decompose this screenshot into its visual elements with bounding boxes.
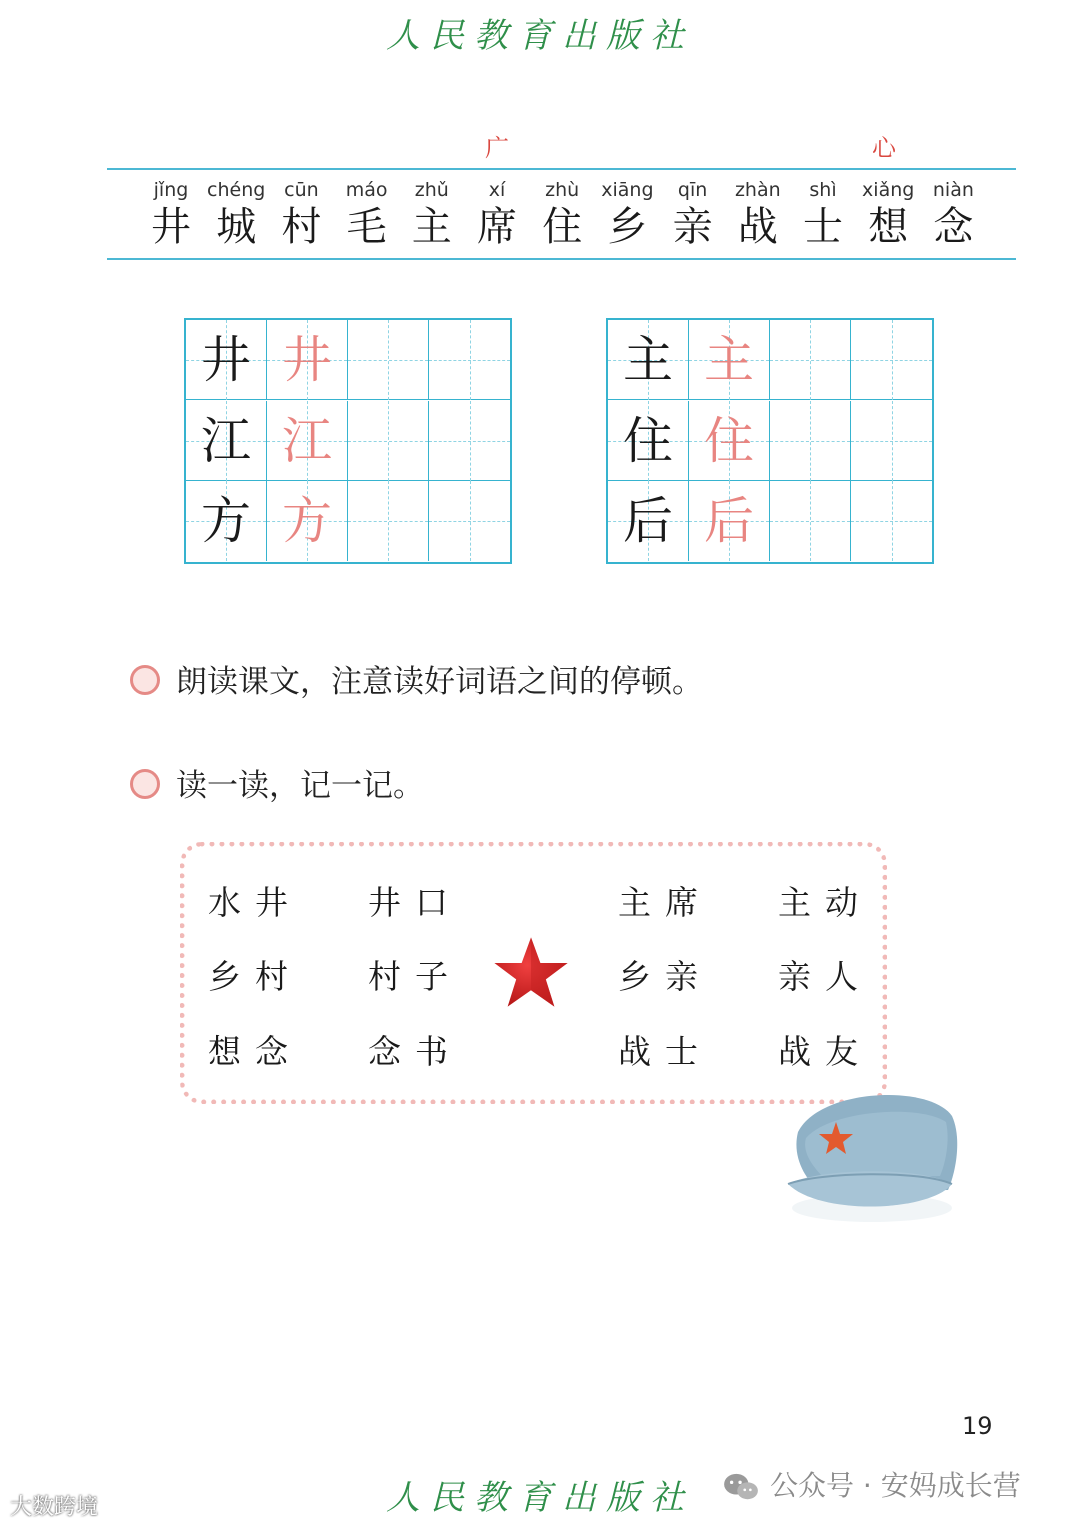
vocab-item bbox=[790, 176, 856, 250]
vocab-item bbox=[594, 176, 660, 250]
word: 井口 bbox=[368, 883, 462, 922]
grid-cell bbox=[851, 320, 932, 400]
pinyin: shì bbox=[809, 179, 837, 201]
writing-grid-right bbox=[606, 318, 934, 564]
word: 战士 bbox=[618, 1032, 712, 1071]
vocab-item bbox=[855, 176, 921, 250]
grid-cell bbox=[186, 320, 267, 400]
bottom-rule bbox=[107, 258, 1016, 260]
writing-grid-left bbox=[184, 318, 512, 564]
watermark-right bbox=[722, 1464, 1021, 1504]
page-number: 19 bbox=[962, 1412, 993, 1440]
vocab-item bbox=[725, 176, 791, 250]
pinyin: zhǔ bbox=[414, 179, 449, 201]
grid-cell bbox=[770, 320, 851, 400]
grid-row bbox=[186, 320, 510, 400]
word: 亲人 bbox=[778, 957, 872, 996]
grid-row bbox=[186, 481, 510, 561]
grid-row bbox=[608, 320, 932, 400]
grid-cell bbox=[429, 401, 510, 481]
vocab-item bbox=[203, 176, 269, 250]
vocab-item bbox=[920, 176, 986, 250]
hanzi: 士 bbox=[803, 204, 843, 250]
trace-char: 后 bbox=[704, 492, 754, 551]
trace-char: 江 bbox=[282, 411, 332, 470]
word: 乡亲 bbox=[618, 957, 712, 996]
pinyin: xiǎng bbox=[862, 179, 915, 201]
pinyin: máo bbox=[345, 179, 388, 201]
pinyin: jǐng bbox=[153, 179, 189, 201]
seal-icon bbox=[130, 665, 160, 695]
radical-hints bbox=[0, 128, 1080, 164]
pinyin: zhàn bbox=[734, 179, 781, 201]
army-cap-icon bbox=[780, 1080, 965, 1230]
grid-cell bbox=[429, 320, 510, 400]
instruction-read-aloud bbox=[130, 656, 703, 701]
grid-cell bbox=[689, 320, 770, 400]
grid-cell bbox=[608, 320, 689, 400]
model-char: 主 bbox=[623, 331, 673, 389]
hanzi: 席 bbox=[477, 204, 517, 250]
grid-cell bbox=[770, 481, 851, 561]
publisher-footer: 人民教育出版社 bbox=[386, 1478, 694, 1518]
vocab-item bbox=[138, 176, 204, 250]
grid-cell bbox=[608, 481, 689, 561]
hanzi: 住 bbox=[542, 204, 583, 250]
hanzi: 主 bbox=[411, 204, 452, 250]
vocab-item bbox=[399, 176, 465, 250]
grid-cell bbox=[267, 481, 348, 561]
word: 主席 bbox=[618, 883, 712, 922]
hanzi: 乡 bbox=[607, 204, 648, 250]
publisher-header: 人民教育出版社 bbox=[386, 16, 694, 56]
model-char: 住 bbox=[623, 411, 673, 470]
vocab-item bbox=[660, 176, 726, 250]
instruction-read-remember bbox=[130, 760, 424, 805]
grid-cell bbox=[851, 481, 932, 561]
trace-char: 住 bbox=[704, 411, 754, 470]
word: 想念 bbox=[208, 1032, 302, 1071]
trace-char: 方 bbox=[282, 492, 332, 551]
hanzi: 村 bbox=[281, 204, 322, 250]
pinyin: qīn bbox=[677, 179, 708, 201]
vocabulary-row bbox=[138, 176, 988, 256]
pinyin: xí bbox=[488, 179, 506, 201]
grid-cell bbox=[348, 401, 429, 481]
hanzi: 毛 bbox=[346, 204, 387, 250]
word: 乡村 bbox=[208, 957, 302, 996]
pinyin: zhù bbox=[545, 179, 580, 201]
top-rule bbox=[107, 168, 1016, 170]
hanzi: 亲 bbox=[672, 204, 713, 250]
pinyin: xiāng bbox=[601, 179, 654, 201]
wechat-icon bbox=[722, 1472, 760, 1502]
hanzi: 城 bbox=[216, 204, 257, 250]
pinyin: cūn bbox=[284, 179, 319, 201]
red-star-icon bbox=[492, 935, 570, 1009]
vocab-item bbox=[268, 176, 334, 250]
hanzi: 战 bbox=[737, 204, 778, 250]
hanzi: 念 bbox=[933, 204, 974, 250]
grid-cell bbox=[608, 401, 689, 481]
pinyin: niàn bbox=[932, 179, 974, 201]
word: 战友 bbox=[778, 1032, 872, 1071]
instruction-text: 读一读，记一记。 bbox=[176, 768, 424, 804]
grid-row bbox=[608, 401, 932, 481]
model-char: 井 bbox=[201, 331, 251, 389]
hanzi: 想 bbox=[868, 204, 909, 250]
hanzi: 井 bbox=[151, 204, 191, 250]
grid-cell bbox=[851, 401, 932, 481]
grid-cell bbox=[186, 481, 267, 561]
trace-char: 主 bbox=[704, 331, 754, 389]
word: 村子 bbox=[368, 957, 462, 996]
grid-cell bbox=[770, 401, 851, 481]
grid-row bbox=[608, 481, 932, 561]
model-char: 江 bbox=[201, 411, 251, 470]
grid-cell bbox=[186, 401, 267, 481]
grid-cell bbox=[348, 481, 429, 561]
model-char: 方 bbox=[201, 492, 251, 551]
pinyin: chéng bbox=[207, 179, 266, 201]
vocab-item bbox=[464, 176, 530, 250]
radical-hint: 广 bbox=[485, 134, 509, 162]
grid-cell bbox=[348, 320, 429, 400]
watermark-text: 公众号 · 安妈成长营 bbox=[770, 1469, 1021, 1502]
watermark-left: 大数跨境 bbox=[10, 1495, 99, 1520]
word: 主动 bbox=[778, 883, 872, 922]
vocab-item bbox=[529, 176, 595, 250]
grid-cell bbox=[689, 481, 770, 561]
seal-icon bbox=[130, 769, 160, 799]
grid-row bbox=[186, 401, 510, 481]
grid-cell bbox=[267, 320, 348, 400]
grid-cell bbox=[689, 401, 770, 481]
word: 水井 bbox=[208, 883, 302, 922]
vocab-item bbox=[334, 176, 400, 250]
trace-char: 井 bbox=[282, 331, 332, 389]
grid-cell bbox=[267, 401, 348, 481]
word: 念书 bbox=[368, 1032, 462, 1071]
instruction-text: 朗读课文，注意读好词语之间的停顿。 bbox=[176, 664, 703, 700]
grid-cell bbox=[429, 481, 510, 561]
model-char: 后 bbox=[623, 492, 673, 551]
radical-hint: 心 bbox=[872, 134, 896, 162]
